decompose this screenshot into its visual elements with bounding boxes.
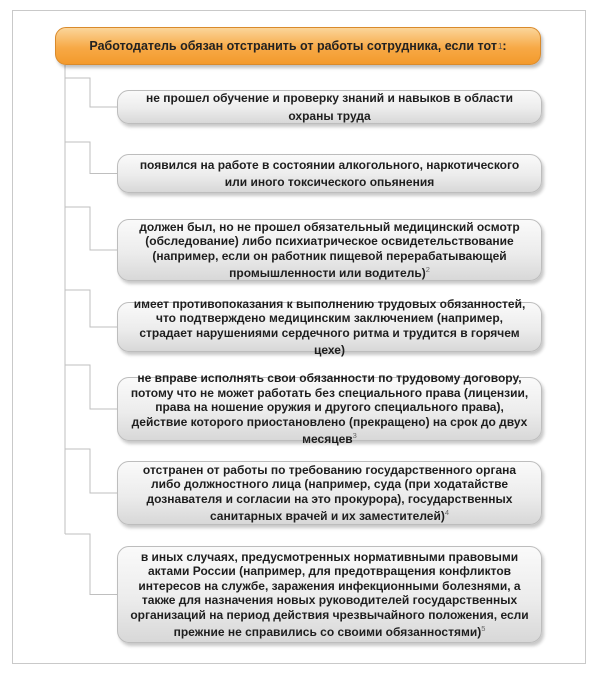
condition-box-2 <box>117 154 542 193</box>
condition-footnote: 2 <box>425 265 430 274</box>
condition-box-4 <box>117 296 542 357</box>
header-suffix: : <box>502 39 507 53</box>
condition-text: не вправе исполнять свои обязанности по трудовому договору, потому что не может работать без специального права (лицензии, права на ношение оружия и другого специального права), действие которого приостановлено (прекращено) на срок до двух месяцев <box>130 371 529 447</box>
condition-box-1 <box>117 90 542 124</box>
condition-text: не прошел обучение и проверку знаний и навыков в области охраны труда <box>146 91 513 123</box>
header-box <box>55 27 541 65</box>
condition-text: имеет противопоказания к выполнению трудовых обязанностей, что подтверждено медицинским заключением (например, страдает нарушениями сердечного ритма и трудится в горячем цехе) <box>133 296 526 357</box>
condition-box-3 <box>117 219 542 281</box>
condition-text: в иных случаях, предусмотренных нормативными правовыми актами России (например, для предотвращения конфликтов интересов на службе, заражения инфекционными болезнями, а также для назначения новых руководителей государственных организаций на период действия чрезвычайного положения, если прежние не справились со своими обязанностями) <box>130 549 529 639</box>
header-title: Работодатель обязан отстранить от работы сотрудника, если тот <box>89 39 497 53</box>
condition-box-6 <box>117 461 542 525</box>
condition-text: должен был, но не прошел обязательный медицинский осмотр (обследование) либо психиатрическое освидетельствование (например, если он работник пищевой перерабатывающей промышленности или водитель) <box>139 219 520 280</box>
condition-box-7 <box>117 546 542 643</box>
condition-footnote: 3 <box>352 431 357 441</box>
condition-footnote: 4 <box>444 508 450 517</box>
condition-box-5 <box>117 371 542 447</box>
condition-footnote: 5 <box>481 624 486 633</box>
condition-text: отстранен от работы по требованию государственного органа либо должностного лица (например, суда (при ходатайстве дознавателя и согласии на это прокурора), государственных санитарных врачей и их заместителей) <box>142 462 517 523</box>
condition-text: появился на работе в состоянии алкогольного, наркотического или иного токсического опьянения <box>139 157 520 189</box>
header-footnote: 1 <box>497 41 503 51</box>
